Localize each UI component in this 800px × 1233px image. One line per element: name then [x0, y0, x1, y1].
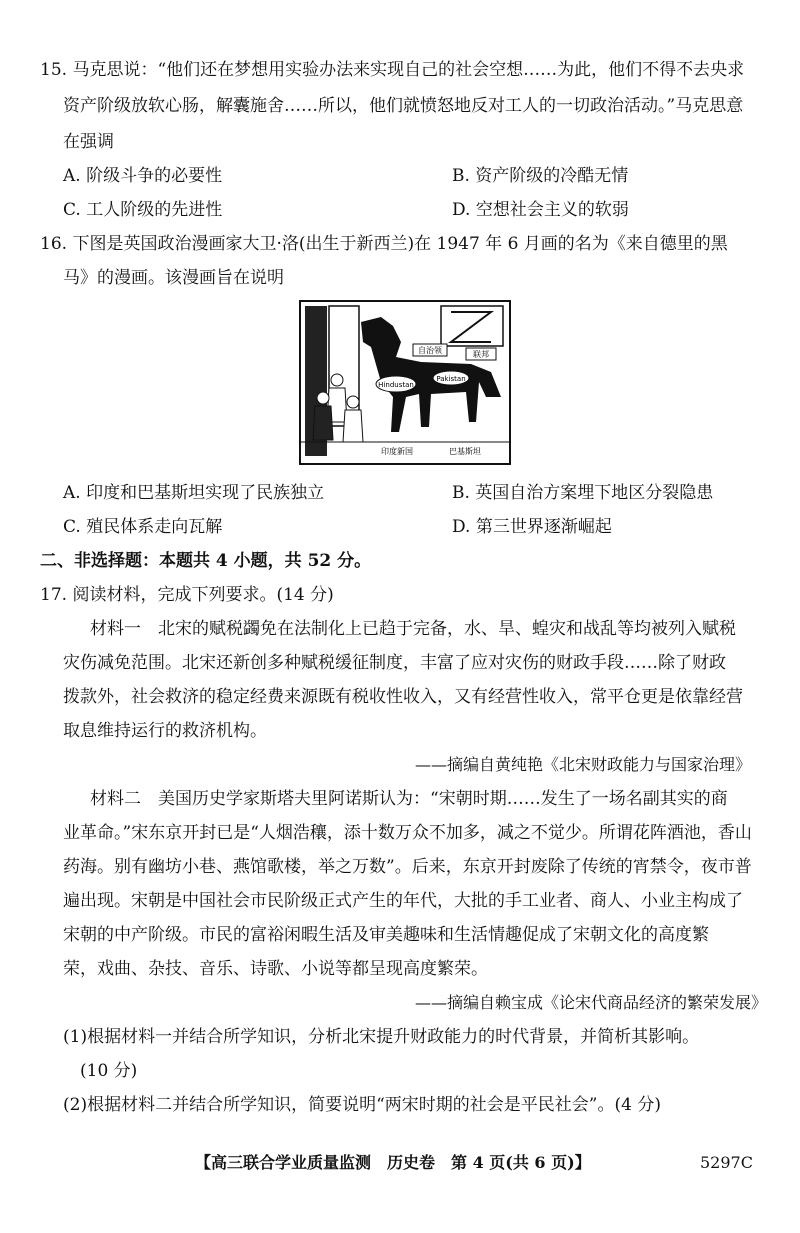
cartoon-label-pakistan: Pakistan: [436, 375, 466, 383]
q16-option-b: B. 英国自治方案埋下地区分裂隐患: [452, 483, 714, 503]
q17-stem: 17. 阅读材料，完成下列要求。(14 分): [40, 585, 334, 605]
q16-option-c: C. 殖民体系走向瓦解: [63, 517, 223, 537]
q17-material1-line-2: 灾伤减免范围。北宋还新创多种赋税缓征制度，丰富了应对灾伤的财政手段……除了财政: [63, 653, 726, 673]
q15-line-2: 资产阶级放软心肠，解囊施舍……所以，他们就愤怒地反对工人的一切政治活动。”马克思意: [63, 96, 744, 116]
section-2-heading: 二、非选择题：本题共 4 小题，共 52 分。: [40, 551, 372, 571]
q15-option-a: A. 阶级斗争的必要性: [63, 166, 223, 186]
q17-requirement-2: (2)根据材料二并结合所学知识，简要说明“两宋时期的社会是平民社会”。(4 分): [63, 1095, 661, 1115]
q17-material1-line-4: 取息维持运行的救济机构。: [63, 721, 267, 741]
q15-line-3: 在强调: [63, 132, 114, 152]
cartoon-figure-body-2: [313, 406, 333, 440]
q17-material2-line-1: 材料二 美国历史学家斯塔夫里阿诺斯认为：“宋朝时期……发生了一场名副其实的商: [90, 789, 728, 809]
cartoon-figure-head-2: [317, 392, 329, 404]
q17-material1-line-3: 拨款外，社会救济的稳定经费来源既有税收性收入，又有经营性收入，常平仓更是依靠经营: [63, 687, 743, 707]
q17-material2-line-3: 药海。别有幽坊小巷、燕馆歌楼，举之万数”。后来，东京开封废除了传统的宵禁令，夜市普: [63, 857, 752, 877]
q17-requirement-1-line-2: (10 分): [80, 1061, 138, 1081]
cartoon-tag-commonwealth-text: 联邦: [473, 350, 489, 359]
q17-material2-line-2: 业革命。”宋东京开封已是“人烟浩穰，添十数万众不加多，减之不觉少。所谓花阵酒池，香山: [63, 823, 752, 843]
cartoon-figure-head-1: [331, 374, 343, 386]
q17-material1-line-1: 材料一 北宋的赋税蠲免在法制化上已趋于完备，水、旱、蝗灾和战乱等均被列入赋税: [90, 619, 736, 639]
q17-material2-line-4: 遍出现。宋朝是中国社会市民阶级正式产生的年代，大批的手工业者、商人、小业主构成了: [63, 891, 743, 911]
cartoon-tag-dominion-text: 自治领: [418, 346, 442, 355]
cartoon-drawing: [301, 302, 509, 463]
q16-line-1: 16. 下图是英国政治漫画家大卫·洛(出生于新西兰)在 1947 年 6 月画的名为《来自德里的黑: [40, 234, 728, 254]
cartoon-label-hindustan: Hindustan: [378, 381, 414, 389]
cartoon-z-mark: [451, 312, 491, 342]
q16-line-2: 马》的漫画。该漫画旨在说明: [63, 268, 284, 288]
cartoon-caption-left: 印度新国: [381, 447, 413, 456]
q15-option-d: D. 空想社会主义的软弱: [452, 200, 629, 220]
cartoon-caption-right: 巴基斯坦: [449, 447, 481, 456]
q17-material1-source: ——摘编自黄纯艳《北宋财政能力与国家治理》: [415, 755, 752, 774]
q17-requirement-1-line-1: (1)根据材料一并结合所学知识，分析北宋提升财政能力的时代背景，并简析其影响。: [63, 1027, 700, 1047]
q17-material2-line-6: 荣，戏曲、杂技、音乐、诗歌、小说等都呈现高度繁荣。: [63, 959, 488, 979]
political-cartoon-image: [299, 300, 511, 465]
q15-line-1: 15. 马克思说：“他们还在梦想用实验办法来实现自己的社会空想……为此，他们不得不去央求: [40, 60, 745, 80]
q17-material2-line-5: 宋朝的中产阶级。市民的富裕闲暇生活及审美趣味和生活情趣促成了宋朝文化的高度繁: [63, 925, 709, 945]
footer-code: 5297C: [700, 1153, 753, 1172]
footer-title: 【高三联合学业质量监测 历史卷 第 4 页(共 6 页)】: [195, 1153, 591, 1172]
cartoon-figure-head-3: [347, 396, 359, 408]
q16-option-a: A. 印度和巴基斯坦实现了民族独立: [63, 483, 325, 503]
q17-material2-source: ——摘编自赖宝成《论宋代商品经济的繁荣发展》: [415, 993, 768, 1012]
cartoon-black-horse: [361, 317, 501, 432]
q16-option-d: D. 第三世界逐渐崛起: [452, 517, 612, 537]
cartoon-figure-body-3: [343, 410, 363, 442]
q15-option-c: C. 工人阶级的先进性: [63, 200, 223, 220]
q15-option-b: B. 资产阶级的冷酷无情: [452, 166, 629, 186]
